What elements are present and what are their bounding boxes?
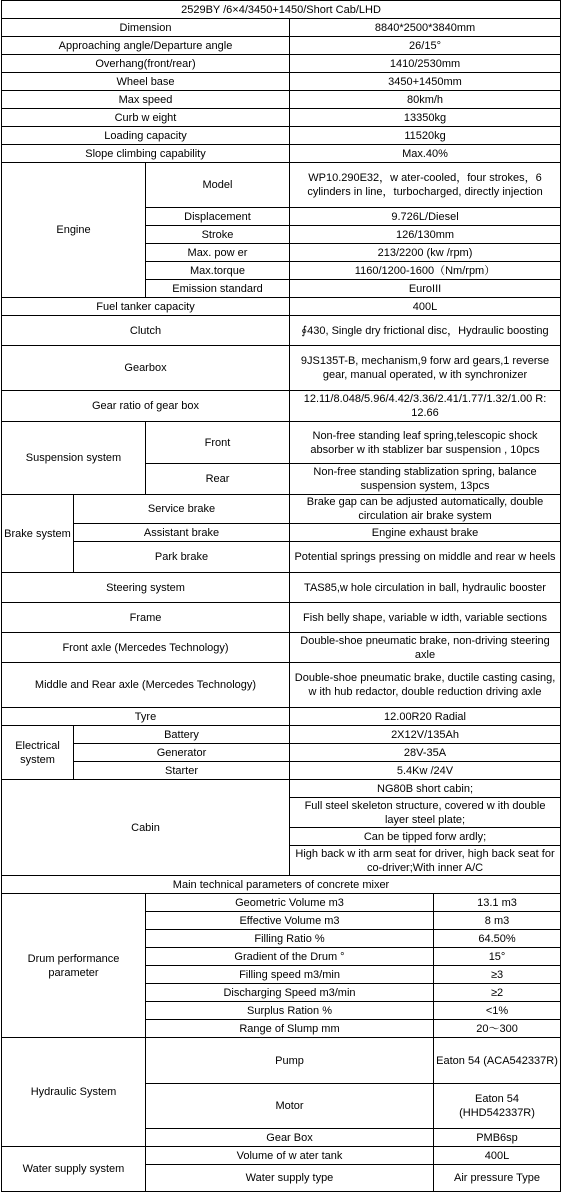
sub-label: Geometric Volume m3 xyxy=(146,894,434,912)
spec-value: 9JS135T-B, mechanism,9 forw ard gears,1 reverse gear, manual operated, w ith synchronizer xyxy=(290,346,561,391)
spec-value: 26/15° xyxy=(290,37,561,55)
cabin-value: NG80B short cabin; xyxy=(290,780,561,798)
spec-row xyxy=(2,603,561,633)
sub-label: Generator xyxy=(74,744,290,762)
sub-value: Potential springs pressing on middle and rear w heels xyxy=(290,542,561,573)
spec-value: 80km/h xyxy=(290,91,561,109)
sub-value: Brake gap can be adjusted automatically, double circulation air brake system xyxy=(290,495,561,524)
spec-value: 400L xyxy=(290,298,561,316)
spec-row xyxy=(2,708,561,726)
spec-label: Fuel tanker capacity xyxy=(2,298,290,316)
spec-label: Dimension xyxy=(2,19,290,37)
spec-label: Wheel base xyxy=(2,73,290,91)
sub-value: Engine exhaust brake xyxy=(290,524,561,542)
spec-row xyxy=(2,91,561,109)
sub-label: Starter xyxy=(74,762,290,780)
sub-value: 2X12V/135Ah xyxy=(290,726,561,744)
spec-value: Double-shoe pneumatic brake, ductile casting casing, w ith hub redactor, double reduction driving axle xyxy=(290,663,561,708)
spec-row xyxy=(2,37,561,55)
electrical-row xyxy=(2,726,561,744)
spec-label: Approaching angle/Departure angle xyxy=(2,37,290,55)
spec-label: Clutch xyxy=(2,316,290,346)
drum-row xyxy=(2,894,561,912)
spec-value: 3450+1450mm xyxy=(290,73,561,91)
sub-label: Filling speed m3/min xyxy=(146,966,434,984)
sub-value: 13.1 m3 xyxy=(434,894,561,912)
sub-label: Stroke xyxy=(146,226,290,244)
spec-value: Fish belly shape, variable w idth, variable sections xyxy=(290,603,561,633)
sub-label: Model xyxy=(146,163,290,208)
sub-label: Battery xyxy=(74,726,290,744)
cabin-value: Full steel skeleton structure, covered w ith double layer steel plate; xyxy=(290,798,561,828)
spec-label: Middle and Rear axle (Mercedes Technology) xyxy=(2,663,290,708)
spec-row xyxy=(2,316,561,346)
suspension-row xyxy=(2,422,561,464)
spec-row xyxy=(2,391,561,422)
sub-label: Rear xyxy=(146,464,290,495)
sub-label: Service brake xyxy=(74,495,290,524)
spec-label: Frame xyxy=(2,603,290,633)
spec-row xyxy=(2,127,561,145)
spec-label: Steering system xyxy=(2,573,290,603)
sub-label: Effective Volume m3 xyxy=(146,912,434,930)
sub-label: Displacement xyxy=(146,208,290,226)
sub-value: 64.50% xyxy=(434,930,561,948)
sub-label: Surplus Ration % xyxy=(146,1002,434,1020)
sub-value: 20～300 xyxy=(434,1020,561,1038)
spec-row xyxy=(2,73,561,91)
sub-label: Front xyxy=(146,422,290,464)
group-label-brake: Brake system xyxy=(2,495,74,573)
sub-label: Max. pow er xyxy=(146,244,290,262)
sub-value: ≥2 xyxy=(434,984,561,1002)
spec-row xyxy=(2,145,561,163)
sub-value: <1% xyxy=(434,1002,561,1020)
sub-value: 5.4Kw /24V xyxy=(290,762,561,780)
group-label-suspension: Suspension system xyxy=(2,422,146,495)
spec-row xyxy=(2,109,561,127)
water-row xyxy=(2,1147,561,1165)
spec-row xyxy=(2,298,561,316)
sub-label: Discharging Speed m3/min xyxy=(146,984,434,1002)
spec-label: Loading capacity xyxy=(2,127,290,145)
brake-row xyxy=(2,495,561,524)
sub-value: ≥3 xyxy=(434,966,561,984)
brake-row xyxy=(2,524,561,542)
sub-value: 9.726L/Diesel xyxy=(290,208,561,226)
spec-label: Gearbox xyxy=(2,346,290,391)
spec-table xyxy=(1,0,561,1192)
sub-label: Gradient of the Drum ° xyxy=(146,948,434,966)
sub-value: 126/130mm xyxy=(290,226,561,244)
sub-value: EuroIII xyxy=(290,280,561,298)
sub-value: 28V-35A xyxy=(290,744,561,762)
sub-value: 1160/1200-1600（Nm/rpm） xyxy=(290,262,561,280)
sub-value: 8 m3 xyxy=(434,912,561,930)
sub-label: Assistant brake xyxy=(74,524,290,542)
sub-label: Max.torque xyxy=(146,262,290,280)
sub-value: Non-free standing stablization spring, balance suspension system, 13pcs xyxy=(290,464,561,495)
group-label-water: Water supply system xyxy=(2,1147,146,1192)
sub-value: Eaton 54 (HHD542337R) xyxy=(434,1084,561,1129)
title-row xyxy=(2,1,561,19)
spec-row xyxy=(2,663,561,708)
spec-value: TAS85,w hole circulation in ball, hydraulic booster xyxy=(290,573,561,603)
sub-value: Eaton 54 (ACA542337R) xyxy=(434,1038,561,1084)
spec-label: Front axle (Mercedes Technology) xyxy=(2,633,290,663)
sub-value: WP10.290E32，w ater-cooled，four strokes，6 cylinders in line，turbocharged, directly injection xyxy=(290,163,561,208)
spec-value: 8840*2500*3840mm xyxy=(290,19,561,37)
brake-row xyxy=(2,542,561,573)
sub-value: 15° xyxy=(434,948,561,966)
cabin-label: Cabin xyxy=(2,780,290,876)
spec-value: 13350kg xyxy=(290,109,561,127)
spec-row xyxy=(2,19,561,37)
section-header-row xyxy=(2,876,561,894)
spec-label: Max speed xyxy=(2,91,290,109)
spec-value: Double-shoe pneumatic brake, non-driving steering axle xyxy=(290,633,561,663)
sub-label: Filling Ratio % xyxy=(146,930,434,948)
sub-label: Gear Box xyxy=(146,1129,434,1147)
spec-row xyxy=(2,633,561,663)
group-label-drum: Drum performance parameter xyxy=(2,894,146,1038)
sub-value: 213/2200 (kw /rpm) xyxy=(290,244,561,262)
spec-value: 12.11/8.048/5.96/4.42/3.36/2.41/1.77/1.32/1.00 R: 12.66 xyxy=(290,391,561,422)
spec-value: Max.40% xyxy=(290,145,561,163)
electrical-row xyxy=(2,762,561,780)
engine-row xyxy=(2,163,561,208)
cabin-row xyxy=(2,780,561,798)
cabin-value: Can be tipped forw ardly; xyxy=(290,828,561,846)
sub-label: Volume of w ater tank xyxy=(146,1147,434,1165)
sub-label: Range of Slump mm xyxy=(146,1020,434,1038)
spec-row xyxy=(2,346,561,391)
electrical-row xyxy=(2,744,561,762)
sub-value: PMB6sp xyxy=(434,1129,561,1147)
sub-value: 400L xyxy=(434,1147,561,1165)
spec-label: Gear ratio of gear box xyxy=(2,391,290,422)
sub-label: Emission standard xyxy=(146,280,290,298)
sub-value: Non-free standing leaf spring,telescopic shock absorber w ith stablizer bar suspension , 10pcs xyxy=(290,422,561,464)
sub-label: Motor xyxy=(146,1084,434,1129)
group-label-hydraulic: Hydraulic System xyxy=(2,1038,146,1147)
spec-value: 12.00R20 Radial xyxy=(290,708,561,726)
spec-value: 11520kg xyxy=(290,127,561,145)
mixer-section-title: Main technical parameters of concrete mixer xyxy=(2,876,561,894)
spec-value: ∮430, Single dry frictional disc，Hydraulic boosting xyxy=(290,316,561,346)
spec-label: Overhang(front/rear) xyxy=(2,55,290,73)
sub-label: Water supply type xyxy=(146,1165,434,1192)
group-label-electrical: Electrical system xyxy=(2,726,74,780)
sub-label: Park brake xyxy=(74,542,290,573)
group-label-engine: Engine xyxy=(2,163,146,298)
spec-label: Slope climbing capability xyxy=(2,145,290,163)
spec-row xyxy=(2,573,561,603)
cabin-value: High back w ith arm seat for driver, high back seat for co-driver;With inner A/C xyxy=(290,846,561,876)
spec-row xyxy=(2,55,561,73)
spec-value: 1410/2530mm xyxy=(290,55,561,73)
spec-label: Tyre xyxy=(2,708,290,726)
sub-value: Air pressure Type xyxy=(434,1165,561,1192)
spec-label: Curb w eight xyxy=(2,109,290,127)
table-title: 2529BY /6×4/3450+1450/Short Cab/LHD xyxy=(2,1,561,19)
hydraulic-row xyxy=(2,1038,561,1084)
sub-label: Pump xyxy=(146,1038,434,1084)
